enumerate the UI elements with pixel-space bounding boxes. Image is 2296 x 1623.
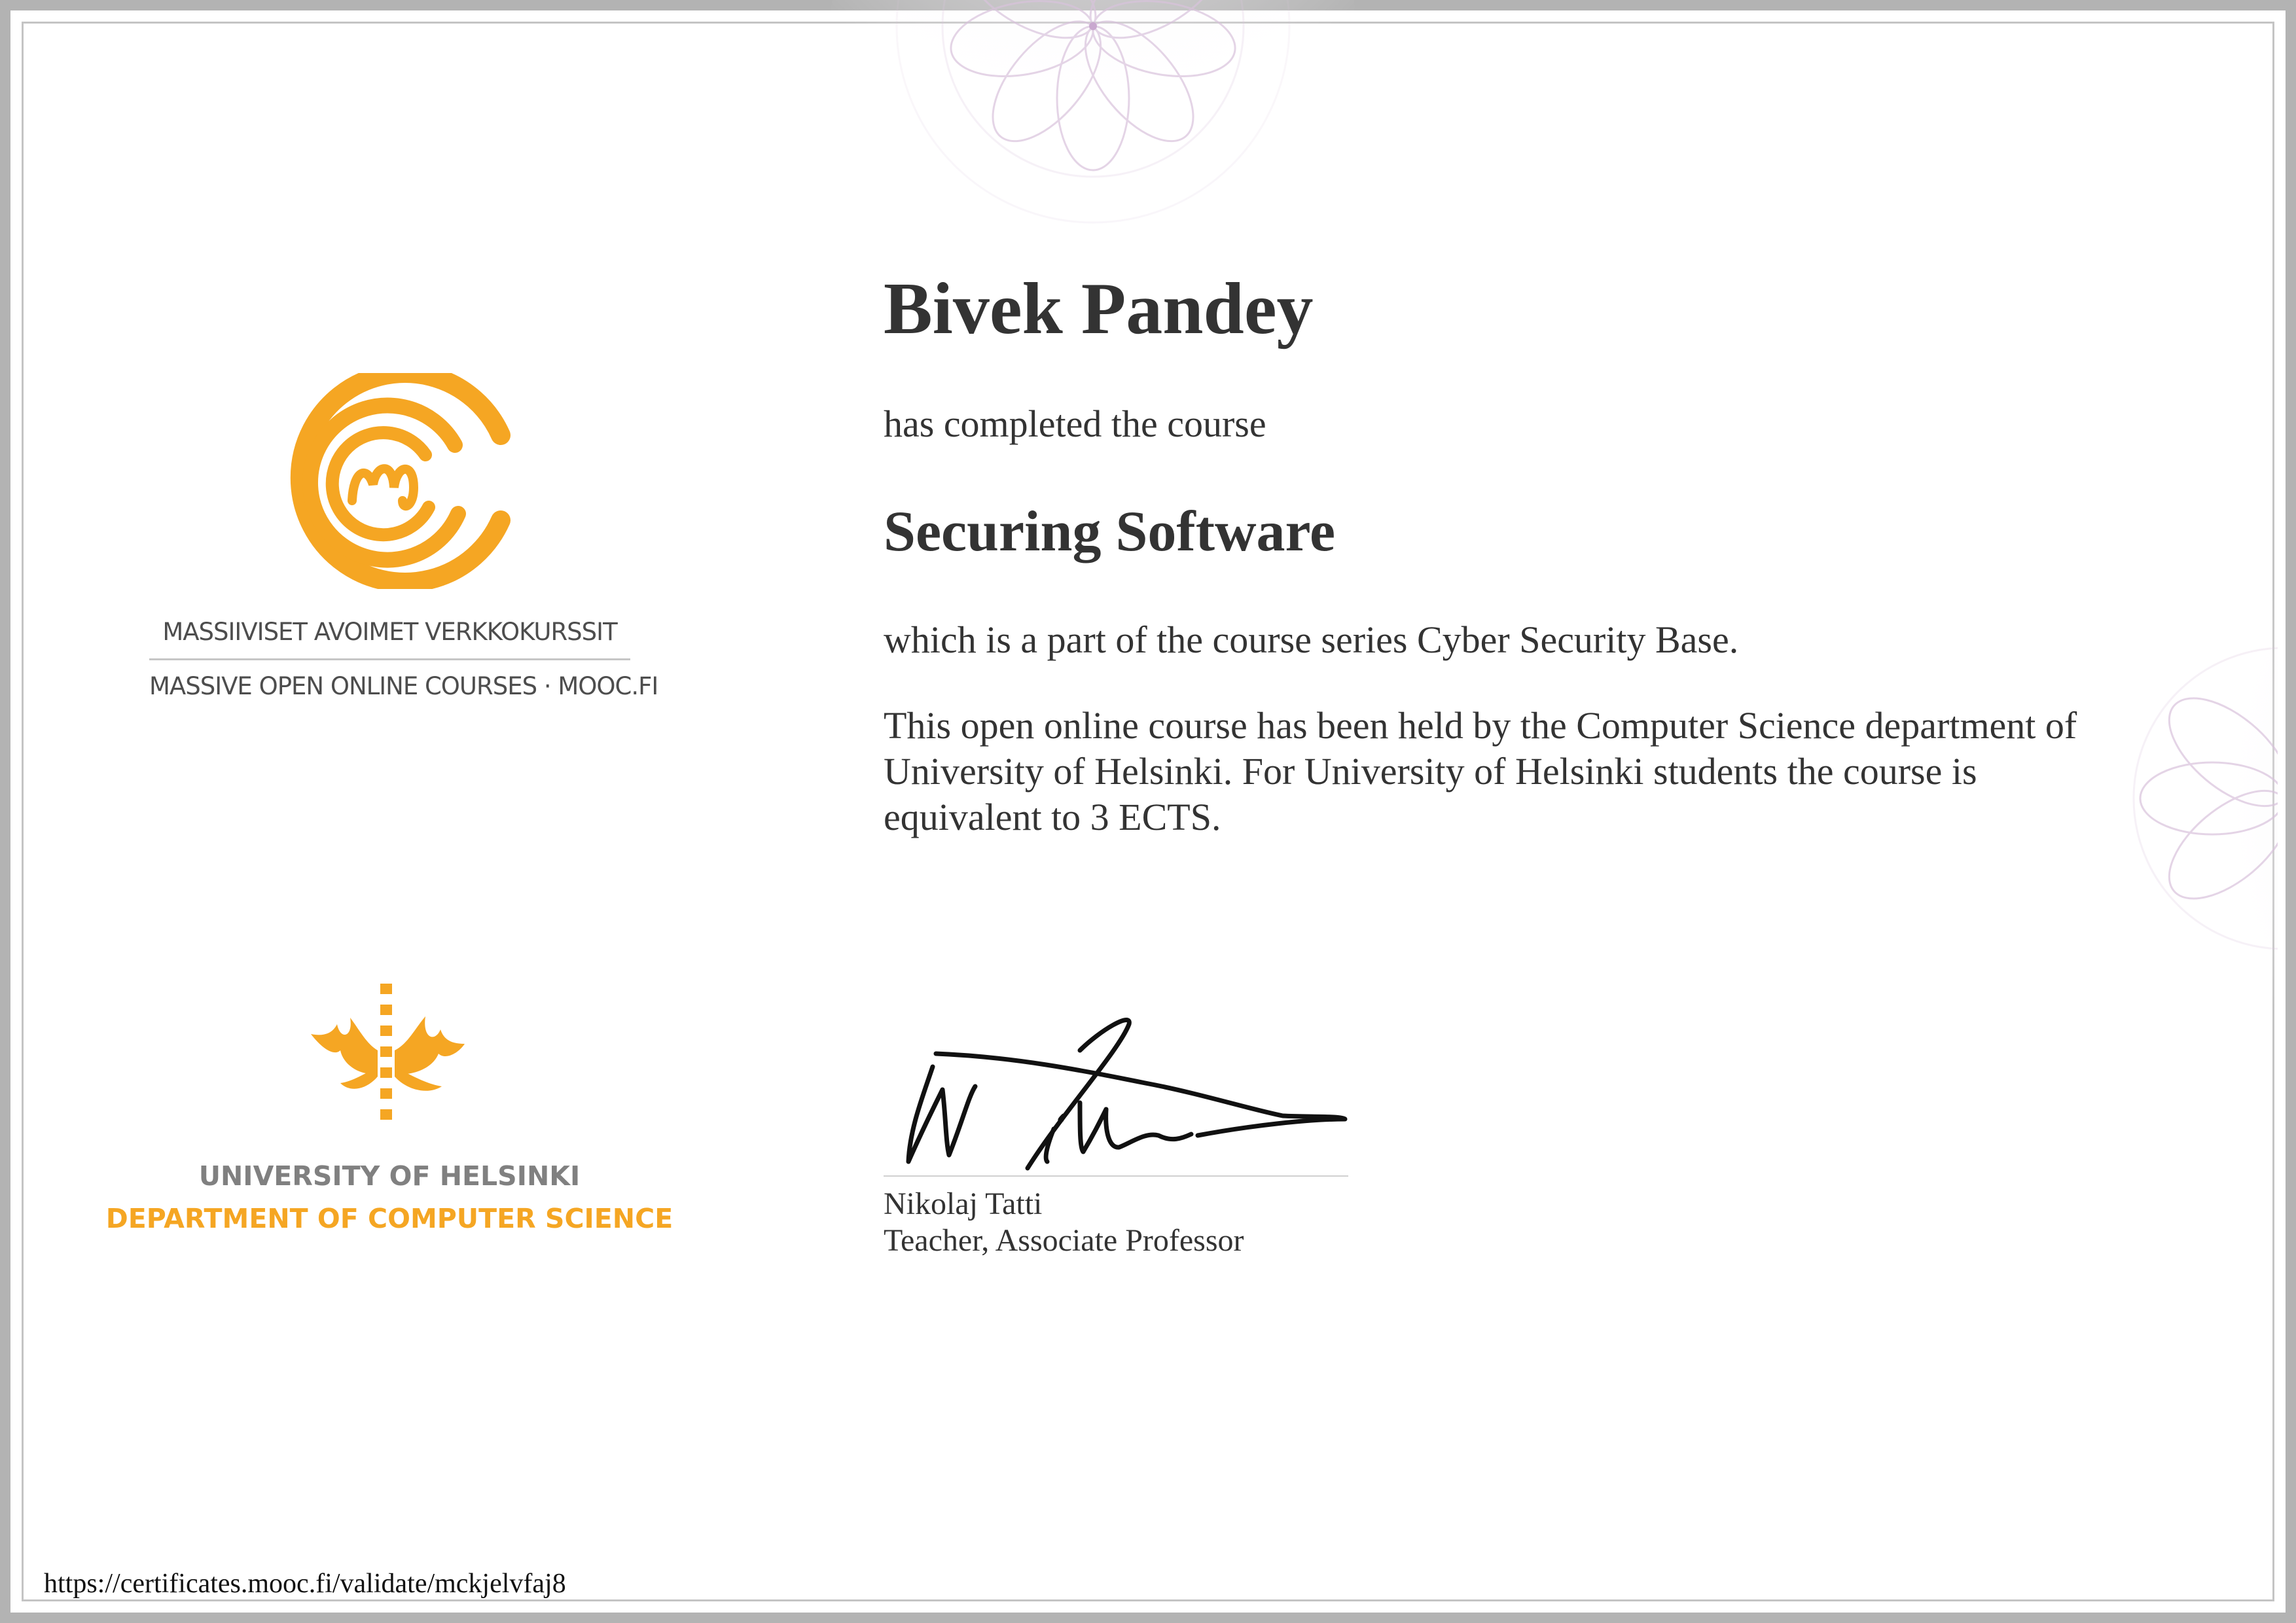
mooc-tagline-english: MASSIVE OPEN ONLINE COURSES · MOOC.FI: [149, 672, 658, 700]
department-name: DEPARTMENT OF COMPUTER SCIENCE: [105, 1203, 673, 1234]
validation-url[interactable]: https://certificates.mooc.fi/validate/mckjelvfaj8: [44, 1569, 566, 1599]
mooc-tagline-divider: [149, 658, 630, 660]
rosette-right-ornament: [2121, 576, 2278, 1021]
recipient-name: Bivek Pandey: [884, 268, 1314, 349]
rosette-top-ornament: [825, 0, 1361, 288]
signature-line: [884, 1175, 1348, 1177]
university-name: UNIVERSITY OF HELSINKI: [198, 1160, 581, 1192]
course-title: Securing Software: [884, 500, 1336, 563]
signer-title: Teacher, Associate Professor: [884, 1223, 1244, 1258]
mooc-spiral-logo: [268, 373, 511, 589]
course-description: This open online course has been held by the Computer Science department of University of Helsinki. For University of Helsinki students the course is equivalent to 3 ECTS.: [884, 704, 2077, 838]
course-series-statement: which is a part of the course series Cyber Security Base.: [884, 618, 1739, 661]
university-of-helsinki-flame-logo: [304, 978, 468, 1132]
handwritten-signature: [884, 1005, 1355, 1181]
mooc-tagline-finnish: MASSIIVISET AVOIMET VERKKOKURSSIT: [162, 618, 617, 646]
signer-name: Nikolaj Tatti: [884, 1186, 1043, 1221]
completed-statement: has completed the course: [884, 402, 1266, 445]
